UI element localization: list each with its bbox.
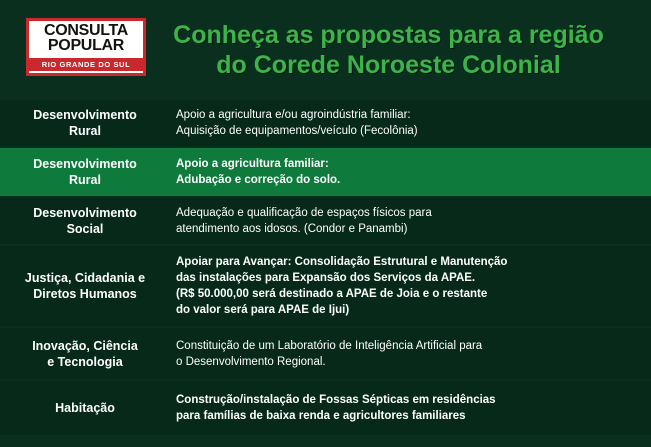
slide-header [0, 0, 651, 100]
row-description [170, 381, 651, 435]
logo-subtitle: RIO GRANDE DO SUL [29, 58, 143, 71]
table-row [0, 328, 651, 381]
row-category [0, 381, 170, 435]
table-row [0, 381, 651, 437]
row-category [0, 246, 170, 326]
logo-line-2: POPULAR [47, 37, 125, 54]
row-category [0, 198, 170, 244]
table-row [0, 246, 651, 328]
consulta-popular-logo [26, 18, 146, 76]
row-description [170, 198, 651, 244]
row-category [0, 100, 170, 146]
row-category [0, 328, 170, 379]
row-category-line: Desenvolvimento [33, 206, 137, 220]
table-row [0, 198, 651, 246]
row-category-line: e Tecnologia [47, 354, 123, 369]
row-description [170, 148, 651, 196]
row-description-line: do valor será para APAE de Ijui) [176, 304, 350, 316]
proposals-table [0, 100, 651, 447]
row-description-line: Adubação e correção do solo. [176, 174, 341, 186]
row-description-line: Apoio a agricultura familiar: [176, 158, 329, 170]
row-description-line: o Desenvolvimento Regional. [176, 355, 326, 368]
table-row [0, 148, 651, 198]
row-description-line: para famílias de baixa renda e agricultores familiares [176, 410, 466, 422]
row-category-line: Inovação, Ciência [32, 338, 138, 353]
row-category-line: Desenvolvimento [33, 108, 137, 122]
row-category-line: Social [66, 222, 104, 236]
page-title [146, 20, 641, 80]
table-row [0, 100, 651, 148]
row-category-line: Justiça, Cidadania e [24, 271, 146, 285]
row-category-line: Rural [69, 124, 101, 138]
row-category-line: Habitação [55, 401, 115, 415]
row-category [0, 148, 170, 196]
row-description-line: Constituição de um Laboratório de Inteligência Artificial para [176, 339, 483, 352]
row-description-line: Apoiar para Avançar: Consolidação Estrutural e Manutenção [176, 256, 508, 268]
title-line-2: do Corede Noroeste Colonial [216, 51, 561, 79]
row-description-line: Apoio a agricultura e/ou agroindústria familiar: [176, 109, 411, 121]
title-line-1: Conheça as propostas para a região [173, 21, 604, 49]
row-category-line: Diretos Humanos [33, 287, 137, 301]
row-description [170, 246, 651, 326]
row-description-line: atendimento aos idosos. (Condor e Panambi) [176, 223, 408, 235]
row-description-line: Aquisição de equipamentos/veículo (Fecolônia) [176, 125, 418, 137]
row-description-line: Construção/instalação de Fossas Sépticas em residências [176, 394, 496, 406]
row-description-line: das instalações para Expansão dos Serviços da APAE. [176, 272, 476, 284]
row-description-line: Adequação e qualificação de espaços físicos para [176, 207, 432, 219]
row-description-line: (R$ 50.000,00 será destinado a APAE de Joia e o restante [176, 288, 488, 300]
row-category-line: Rural [69, 173, 101, 187]
row-category-line: Desenvolvimento [33, 157, 137, 171]
row-description [170, 328, 651, 379]
row-description [170, 100, 651, 146]
logo-line-1: CONSULTA [43, 22, 129, 39]
